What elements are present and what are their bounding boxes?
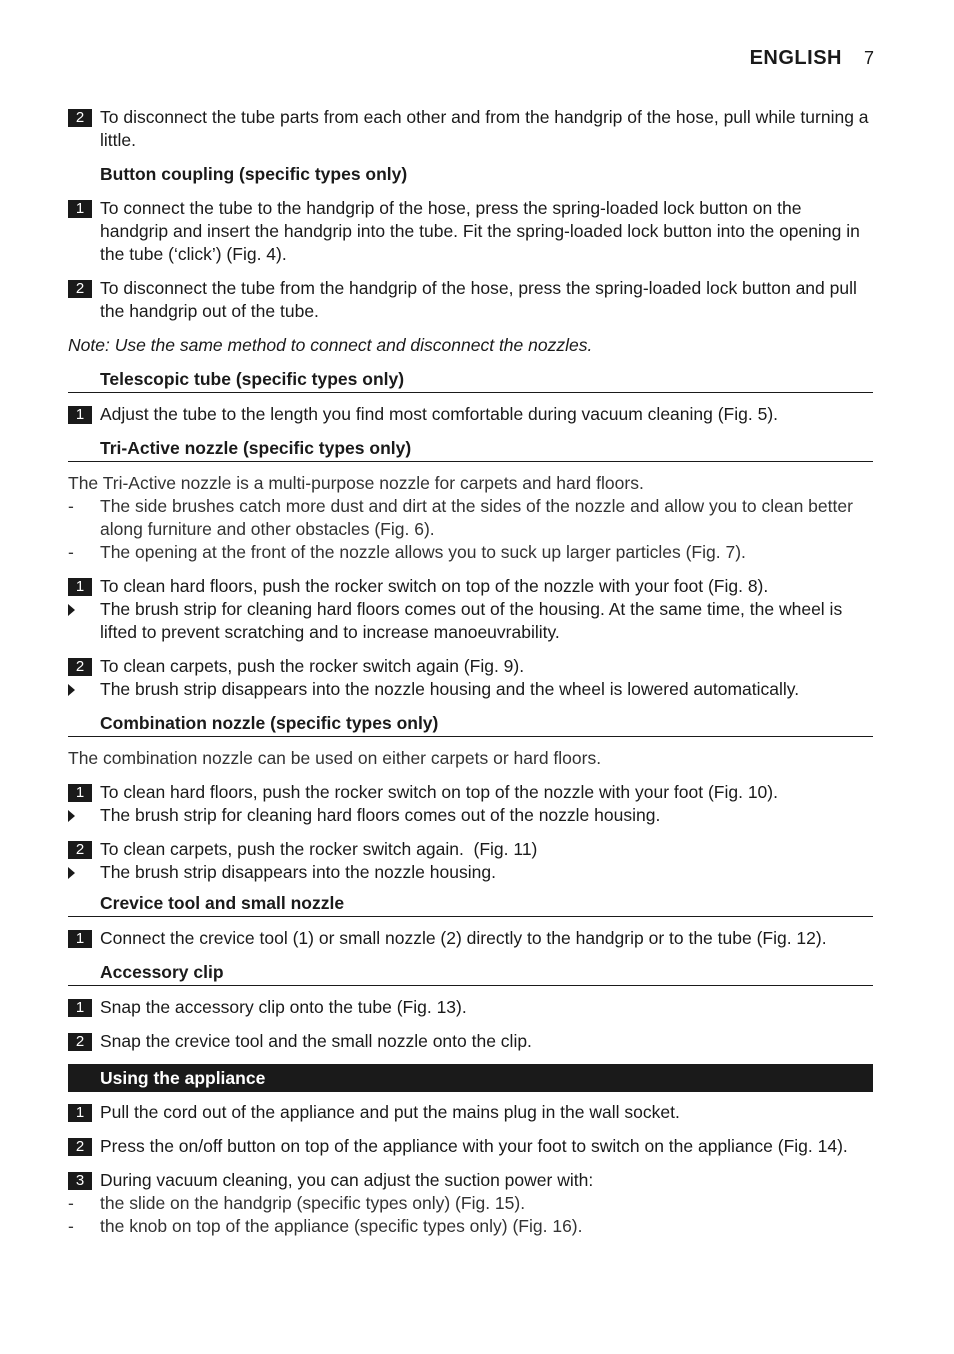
list-item-text: The opening at the front of the nozzle allows you to suck up larger particles (Fig. 7). (100, 542, 746, 562)
bullet-list (68, 495, 873, 564)
step-text: During vacuum cleaning, you can adjust the suction power with: (100, 1170, 594, 1190)
step-text: Adjust the tube to the length you find most comfortable during vacuum cleaning (Fig. 5). (100, 404, 779, 424)
result-arrow-icon (68, 684, 75, 696)
list-item (68, 541, 873, 564)
step-text: To clean carpets, push the rocker switch again (Fig. 9). (100, 656, 525, 676)
step-disconnect-tube (68, 277, 873, 323)
step-connect-crevice-tool (68, 927, 873, 950)
step-number-badge: 1 (68, 999, 92, 1017)
step-number-badge: 1 (68, 930, 92, 948)
step-text: Snap the accessory clip onto the tube (Fig. 13). (100, 997, 467, 1017)
step-text: To clean hard floors, push the rocker switch on top of the nozzle with your foot (Fig. 8). (100, 576, 769, 596)
page-number: 7 (863, 48, 874, 68)
step-text: To clean carpets, push the rocker switch again. (Fig. 11) (100, 839, 538, 859)
section-heading-crevice-tool: Crevice tool and small nozzle (68, 892, 873, 917)
step-text: To connect the tube to the handgrip of the hose, press the spring-loaded lock button on the handgrip and insert the handgrip into the tube. Fit the spring-loaded lock button into the opening in the tube (‘click’) (Fig. 4). (100, 198, 860, 264)
step-clean-carpets (68, 655, 873, 678)
dash-marker: - (68, 542, 74, 562)
dash-marker: - (68, 1216, 74, 1236)
step-result (68, 861, 873, 884)
step-result (68, 678, 873, 701)
result-arrow-icon (68, 867, 75, 879)
step-text: Connect the crevice tool (1) or small nozzle (2) directly to the handgrip or to the tube (Fig. 12). (100, 928, 827, 948)
section-heading-button-coupling: Button coupling (specific types only) (100, 164, 408, 184)
list-item-text: The side brushes catch more dust and dirt at the sides of the nozzle and allow you to clean better along furniture and other obstacles (Fig. 6). (100, 496, 853, 539)
step-connect-tube (68, 197, 873, 266)
step-text: Snap the crevice tool and the small nozzle onto the clip. (100, 1031, 532, 1051)
step-number-badge: 2 (68, 658, 92, 676)
step-number-badge: 1 (68, 784, 92, 802)
step-result (68, 598, 873, 644)
step-snap-clip (68, 996, 873, 1019)
step-clean-hard-floors (68, 781, 873, 804)
list-item (68, 495, 873, 541)
step-clean-hard-floors (68, 575, 873, 598)
step-number-badge: 1 (68, 406, 92, 424)
list-item-text: the slide on the handgrip (specific types only) (Fig. 15). (100, 1193, 526, 1213)
step-adjust-suction (68, 1169, 873, 1192)
result-text: The brush strip for cleaning hard floors comes out of the housing. At the same time, the wheel is lifted to prevent scratching and to increase manoeuvrability. (100, 599, 843, 642)
page-header (750, 47, 874, 70)
section-heading-accessory-clip: Accessory clip (68, 961, 873, 986)
step-text: To disconnect the tube parts from each other and from the handgrip of the hose, pull while turning a little. (100, 107, 869, 150)
step-adjust-tube (68, 403, 873, 426)
step-number-badge: 1 (68, 200, 92, 218)
section-heading-telescopic-tube: Telescopic tube (specific types only) (68, 368, 873, 393)
step-number-badge: 2 (68, 841, 92, 859)
result-arrow-icon (68, 604, 75, 616)
dash-marker: - (68, 496, 74, 516)
result-text: The brush strip disappears into the nozzle housing. (100, 862, 496, 882)
step-number-badge: 2 (68, 1138, 92, 1156)
section-heading-tri-active-nozzle: Tri-Active nozzle (specific types only) (68, 437, 873, 462)
language-label: ENGLISH (749, 47, 842, 69)
step-text: To disconnect the tube from the handgrip of the hose, press the spring-loaded lock button and pull the handgrip out of the tube. (100, 278, 857, 321)
step-number-badge: 2 (68, 280, 92, 298)
step-switch-on (68, 1135, 873, 1158)
result-text: The brush strip disappears into the nozzle housing and the wheel is lowered automatically. (100, 679, 800, 699)
result-arrow-icon (68, 810, 75, 822)
step-clean-carpets (68, 838, 873, 861)
intro-paragraph: The Tri-Active nozzle is a multi-purpose nozzle for carpets and hard floors. (68, 473, 644, 493)
step-result (68, 804, 873, 827)
step-number-badge: 1 (68, 1104, 92, 1122)
step-snap-tools (68, 1030, 873, 1053)
note-text: Note: Use the same method to connect and disconnect the nozzles. (68, 335, 593, 355)
section-bar-using-the-appliance: Using the appliance (68, 1064, 873, 1092)
step-number-badge: 2 (68, 1033, 92, 1051)
dash-marker: - (68, 1193, 74, 1213)
bullet-list (68, 1192, 873, 1238)
step-number-badge: 3 (68, 1172, 92, 1190)
step-plug-in (68, 1101, 873, 1124)
page-content (68, 106, 873, 1249)
step-number-badge: 2 (68, 109, 92, 127)
step-number-badge: 1 (68, 578, 92, 596)
step-text: To clean hard floors, push the rocker switch on top of the nozzle with your foot (Fig. 10). (100, 782, 778, 802)
result-text: The brush strip for cleaning hard floors comes out of the nozzle housing. (100, 805, 661, 825)
list-item (68, 1192, 873, 1215)
list-item-text: the knob on top of the appliance (specific types only) (Fig. 16). (100, 1216, 583, 1236)
step-disconnect-tube-parts (68, 106, 873, 152)
list-item (68, 1215, 873, 1238)
step-text: Pull the cord out of the appliance and put the mains plug in the wall socket. (100, 1102, 680, 1122)
step-text: Press the on/off button on top of the appliance with your foot to switch on the appliance (Fig. 14). (100, 1136, 848, 1156)
intro-paragraph: The combination nozzle can be used on either carpets or hard floors. (68, 748, 602, 768)
section-heading-combination-nozzle: Combination nozzle (specific types only) (68, 712, 873, 737)
